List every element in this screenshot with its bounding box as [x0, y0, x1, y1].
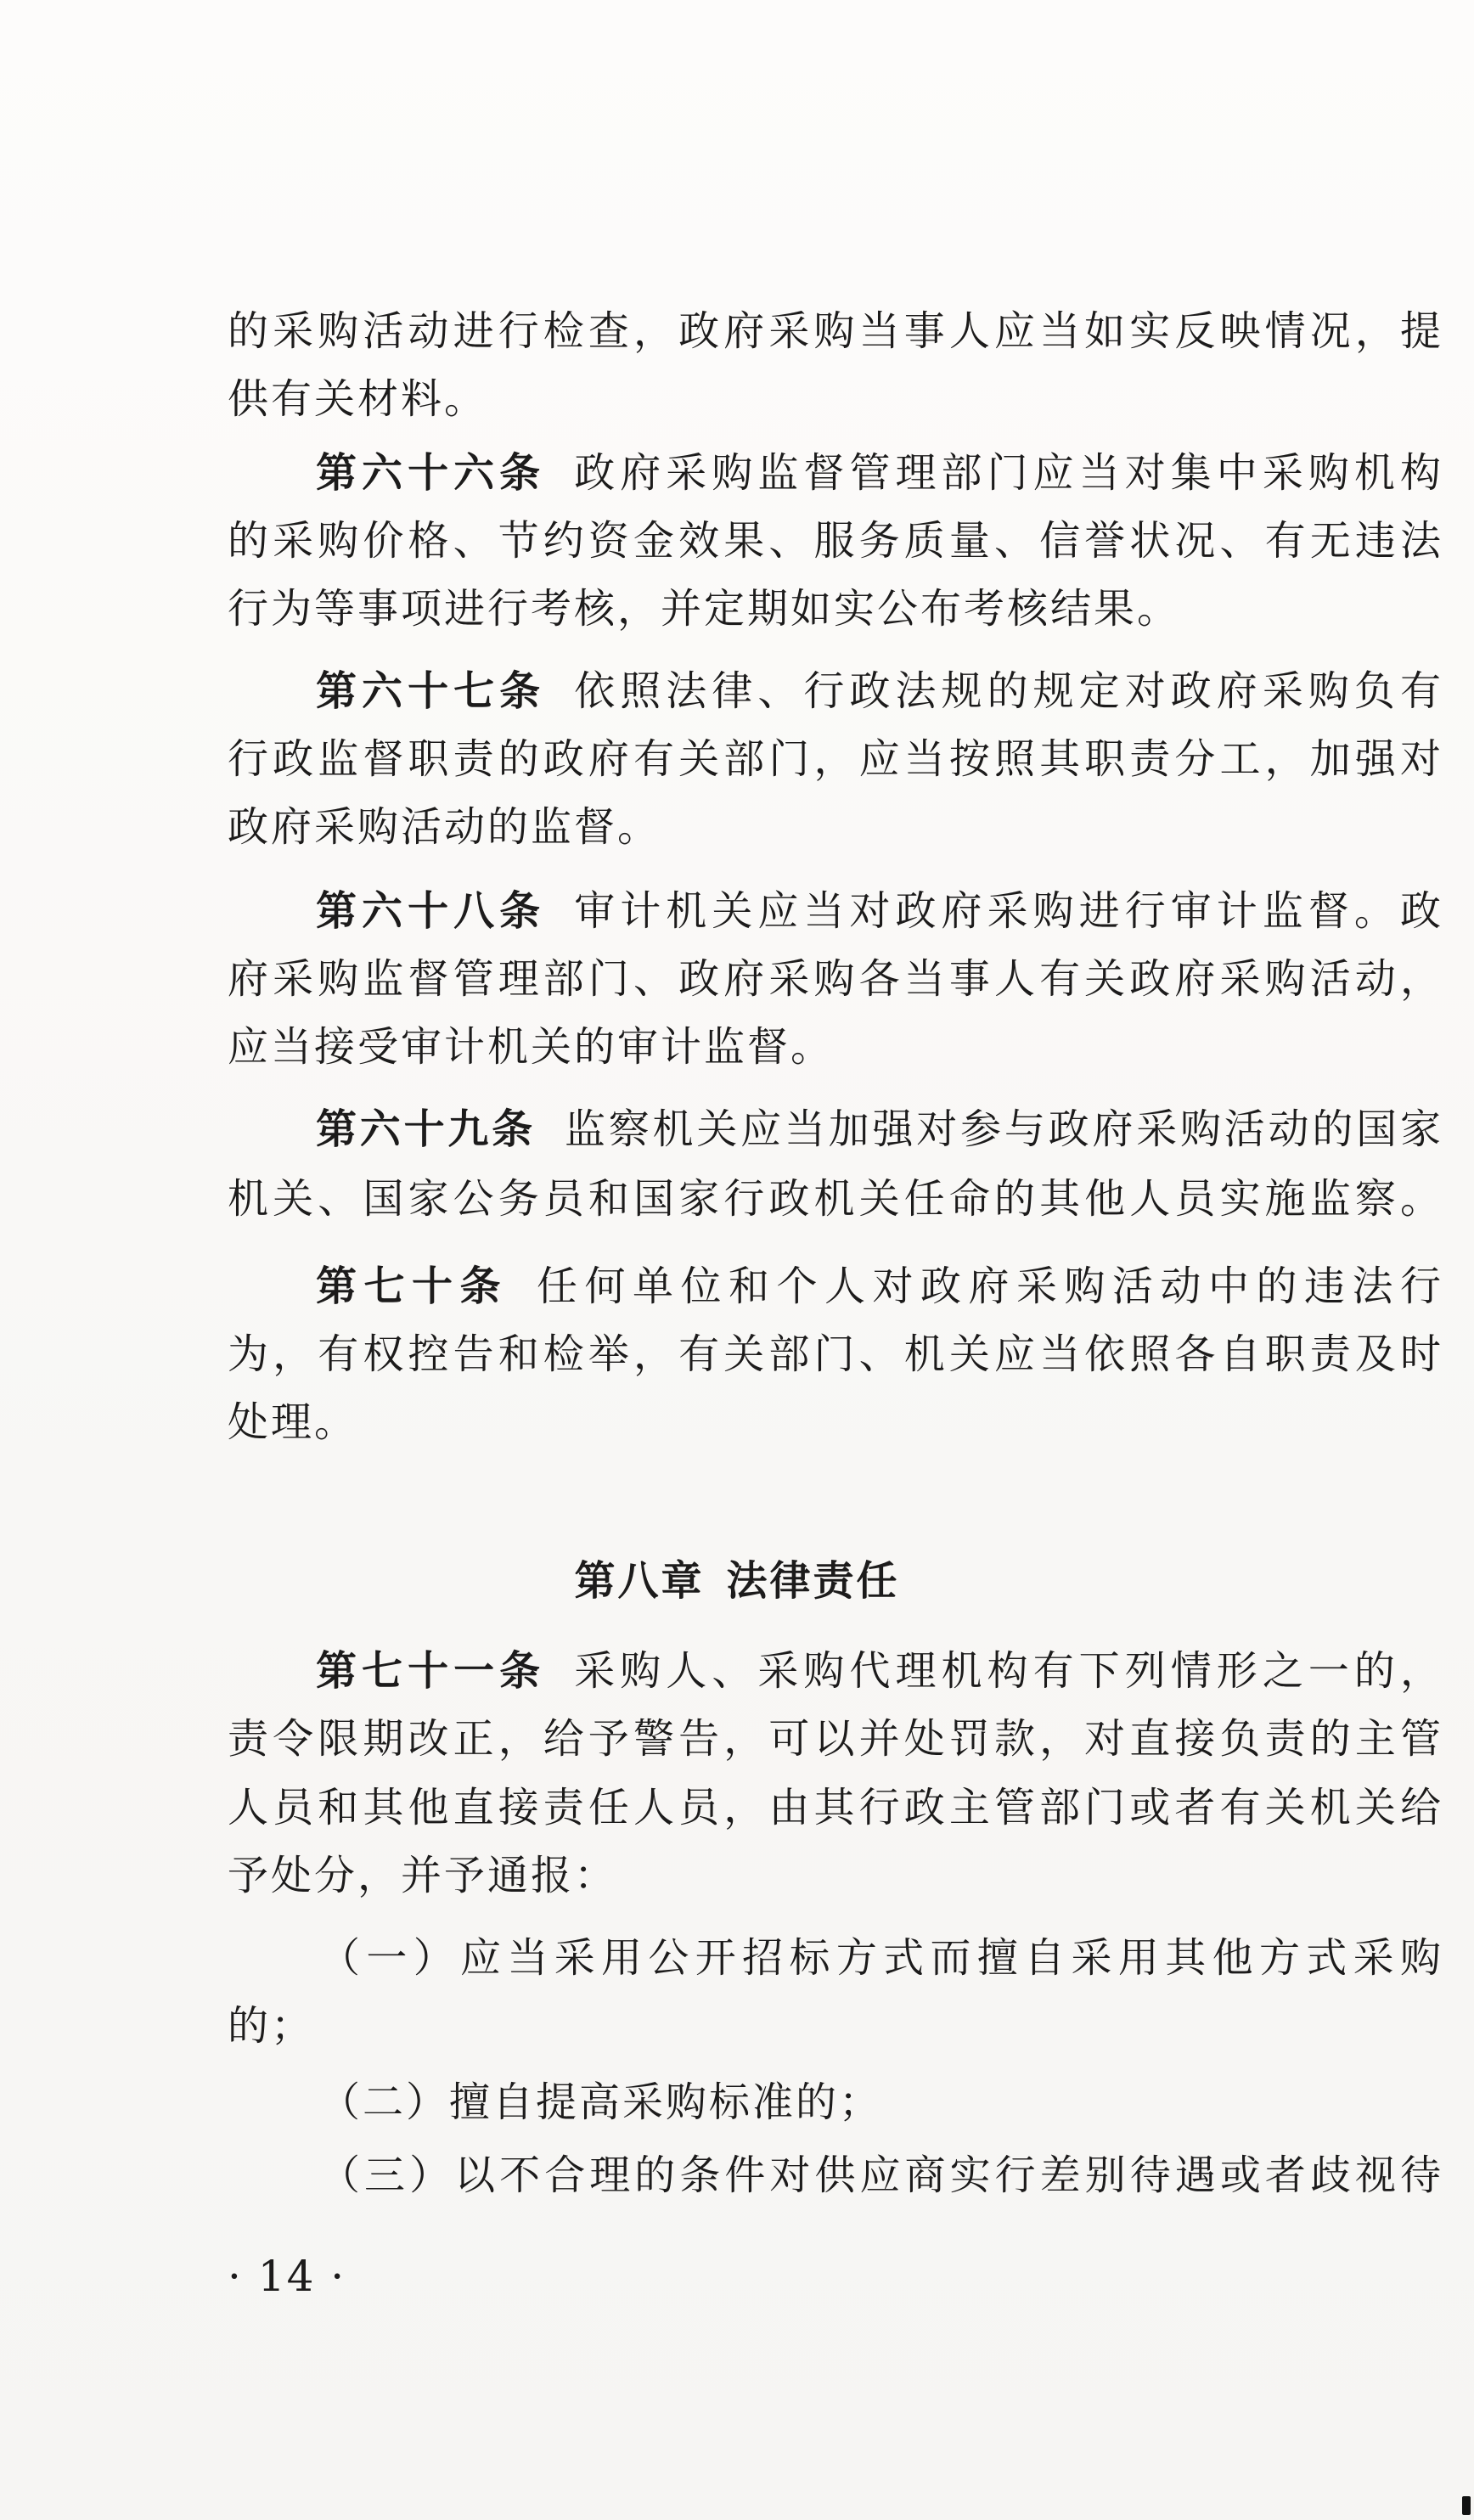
list-item: （三）以不合理的条件对供应商实行差别待遇或者歧视待 — [319, 2152, 1443, 2199]
article-66-text: 政府采购监督管理部门应当对集中采购机构 — [574, 449, 1443, 497]
text-line: 为，有权控告和检举，有关部门、机关应当依照各自职责及时 — [228, 1330, 1443, 1378]
article-66-label: 第六十六条 — [316, 449, 546, 497]
text-line: 予处分，并予通报： — [228, 1852, 618, 1899]
article-68-label: 第六十八条 — [316, 887, 546, 935]
article-69-first-line — [316, 1095, 1443, 1163]
text-line: 政府采购活动的监督。 — [228, 803, 661, 851]
text-line: 人员和其他直接责任人员，由其行政主管部门或者有关机关给 — [228, 1784, 1443, 1831]
article-68-first-line — [316, 877, 1443, 945]
text-line: 府采购监督管理部门、政府采购各当事人有关政府采购活动， — [228, 955, 1443, 1003]
article-66-first-line — [316, 439, 1443, 507]
text-line: 行政监督职责的政府有关部门，应当按照其职责分工，加强对 — [228, 735, 1443, 783]
article-69-text: 监察机关应当加强对参与政府采购活动的国家 — [564, 1105, 1443, 1153]
text-line: 机关、国家公务员和国家行政机关任命的其他人员实施监察。 — [228, 1175, 1443, 1223]
article-70-text: 任何单位和个人对政府采购活动中的违法行 — [537, 1263, 1443, 1310]
list-item: （一）应当采用公开招标方式而擅自采用其他方式采购 — [319, 1934, 1443, 1982]
page-number: · 14 · — [228, 2252, 346, 2301]
chapter-title: 法律责任 — [726, 1557, 900, 1605]
article-70-first-line — [316, 1252, 1443, 1320]
article-70-label: 第七十条 — [316, 1263, 508, 1310]
text-line: 责令限期改正，给予警告，可以并处罚款，对直接负责的主管 — [228, 1715, 1443, 1763]
text-line: 的采购活动进行检查，政府采购当事人应当如实反映情况，提 — [228, 307, 1443, 355]
article-71-label: 第七十一条 — [316, 1647, 546, 1695]
text-line: 供有关材料。 — [228, 375, 488, 423]
scan-mark — [1462, 2496, 1471, 2515]
article-67-text: 依照法律、行政法规的规定对政府采购负有 — [574, 667, 1443, 715]
text-line: 的采购价格、节约资金效果、服务质量、信誉状况、有无违法 — [228, 517, 1443, 565]
article-71-first-line — [316, 1637, 1443, 1705]
article-67-first-line — [316, 657, 1443, 725]
article-68-text: 审计机关应当对政府采购进行审计监督。政 — [574, 887, 1443, 935]
list-item: （二）擅自提高采购标准的； — [319, 2078, 883, 2126]
chapter-number: 第八章 — [574, 1557, 705, 1605]
article-71-text: 采购人、采购代理机构有下列情形之一的， — [574, 1647, 1443, 1695]
text-line: 行为等事项进行考核，并定期如实公布考核结果。 — [228, 585, 1181, 633]
text-line: 处理。 — [228, 1398, 358, 1446]
chapter-heading — [0, 1547, 1474, 1615]
text-line: 的； — [228, 2002, 315, 2050]
text-line: 应当接受审计机关的审计监督。 — [228, 1023, 835, 1071]
article-67-label: 第六十七条 — [316, 667, 546, 715]
article-69-label: 第六十九条 — [316, 1105, 536, 1153]
